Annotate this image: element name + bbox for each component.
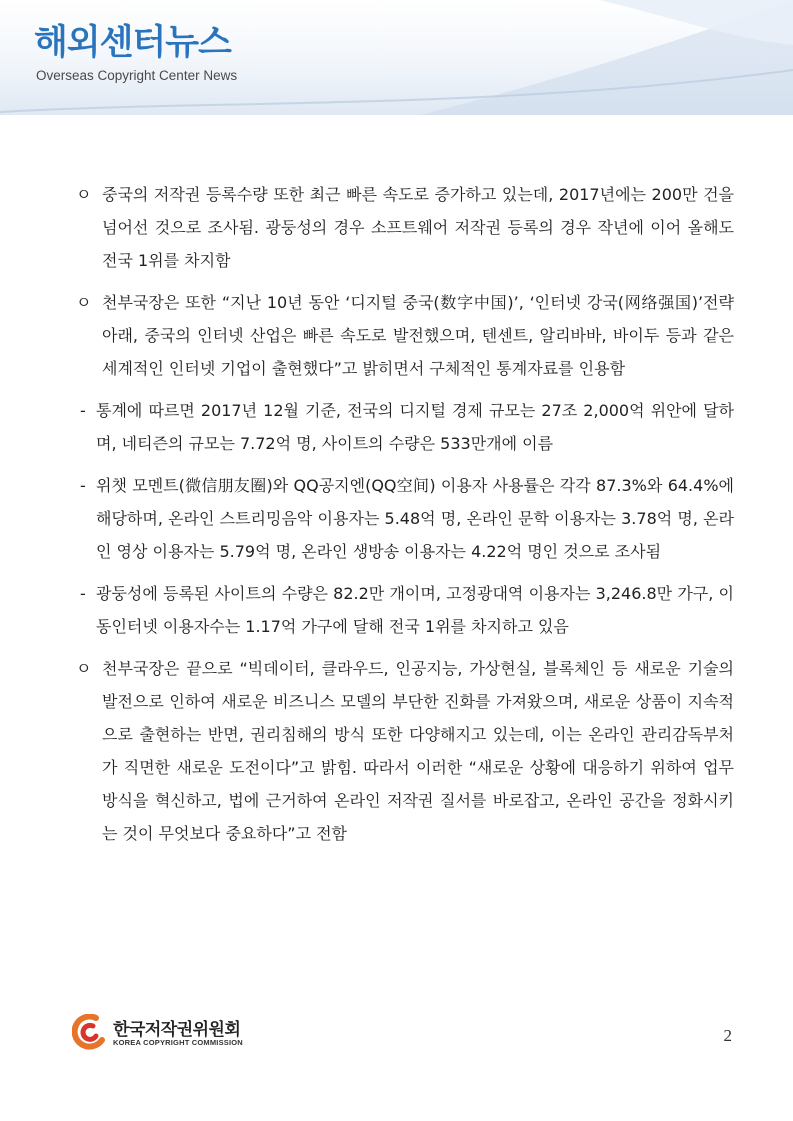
bullet-paragraph [74,652,734,850]
paragraph-text: 통계에 따르면 2017년 12월 기준, 전국의 디지털 경제 규모는 27조 2,000억 위안에 달하며, 네티즌의 규모는 7.72억 명, 사이트의 수량은 533만개에 이름 [96,401,734,453]
paragraph-text: 광둥성에 등록된 사이트의 수량은 82.2만 개이며, 고정광대역 이용자는 3,246.8만 가구, 이동인터넷 이용자수는 1.17억 가구에 달해 전국 1위를 차지하고 있음 [96,584,734,636]
paragraph-text: )와 QQ공지엔(QQ [266,476,397,495]
paragraph-text: 천부국장은 또한 “지난 10년 동안 ‘디지털 중국( [102,293,440,312]
paragraph-text: )’, ‘인터넷 강국( [507,293,625,312]
circle-bullet: ㅇ [76,659,92,678]
circle-bullet: ㅇ [76,293,92,312]
sub-bullet-paragraph [74,394,734,460]
sub-bullet-paragraph [74,577,734,643]
paragraph-text: 중국의 저작권 등록수량 또한 최근 빠른 속도로 증가하고 있는데, 2017년에는 200만 건을 넘어선 것으로 조사됨. 광둥성의 경우 소프트웨어 저작권 등록의 경우 작년에 이어 올해도 전국 1위를 차지함 [102,185,734,270]
dash-bullet: - [80,584,86,603]
kcc-logo-icon [72,1014,106,1050]
newsletter-subtitle: Overseas Copyright Center News [36,68,238,83]
chinese-term: 微信朋友圈 [184,476,267,495]
paragraph-text: 위챗 모멘트( [96,476,185,495]
chinese-term: 数字中国 [439,293,508,312]
article-body [74,178,734,859]
page-header [0,0,793,115]
bullet-paragraph [74,178,734,277]
paragraph-text: 천부국장은 끝으로 “빅데이터, 클라우드, 인공지능, 가상현실, 블록체인 등 새로운 기술의 발전으로 인하여 새로운 비즈니스 모델의 부단한 진화를 가져왔으며, 새로운 상품이 지속적으로 출현하는 반면, 권리침해의 방식 또한 다양해지고 있는데, 이는 온라인 관리감독부처가 직면한 새로운 도전이다”고 밝힘. 따라서 이러한 “새로운 상황에 대응하기 위하여 업무방식을 혁신하고, 법에 근거하여 온라인 저작권 질서를 바로잡고, 온라인 공간을 정화시키는 것이 무엇보다 중요하다”고 전함 [102,659,734,843]
page-number: 2 [723,1026,732,1045]
dash-bullet: - [80,476,86,495]
newsletter-title: 해외센터뉴스 [34,23,231,63]
bullet-paragraph [74,286,734,385]
chinese-term: 网络强国 [624,293,692,312]
org-name: 한국저작권위원회 [113,1020,241,1040]
dash-bullet: - [80,401,86,420]
paragraph-text: )’전략 아래, 중국의 인터넷 산업은 빠른 속도로 발전했으며, 텐센트, 알리바바, 바이두 등과 같은 세계적인 인터넷 기업이 출현했다”고 밝히면서 구체적인 통계자료를 인용함 [102,293,734,378]
chinese-term: 空间 [396,476,430,495]
circle-bullet: ㅇ [76,185,92,204]
paragraph-text: ) 이용자 사용률은 각각 87.3%와 64.4%에 해당하며, 온라인 스트리밍음악 이용자는 5.48억 명, 온라인 문학 이용자는 3.78억 명, 온라인 영상 이용자는 5.79억 명, 온라인 생방송 이용자는 4.22억 명인 것으로 조사됨 [96,476,734,561]
org-name-english: KOREA COPYRIGHT COMMISSION [113,1038,243,1047]
footer-logo [72,1014,312,1054]
sub-bullet-paragraph [74,469,734,568]
